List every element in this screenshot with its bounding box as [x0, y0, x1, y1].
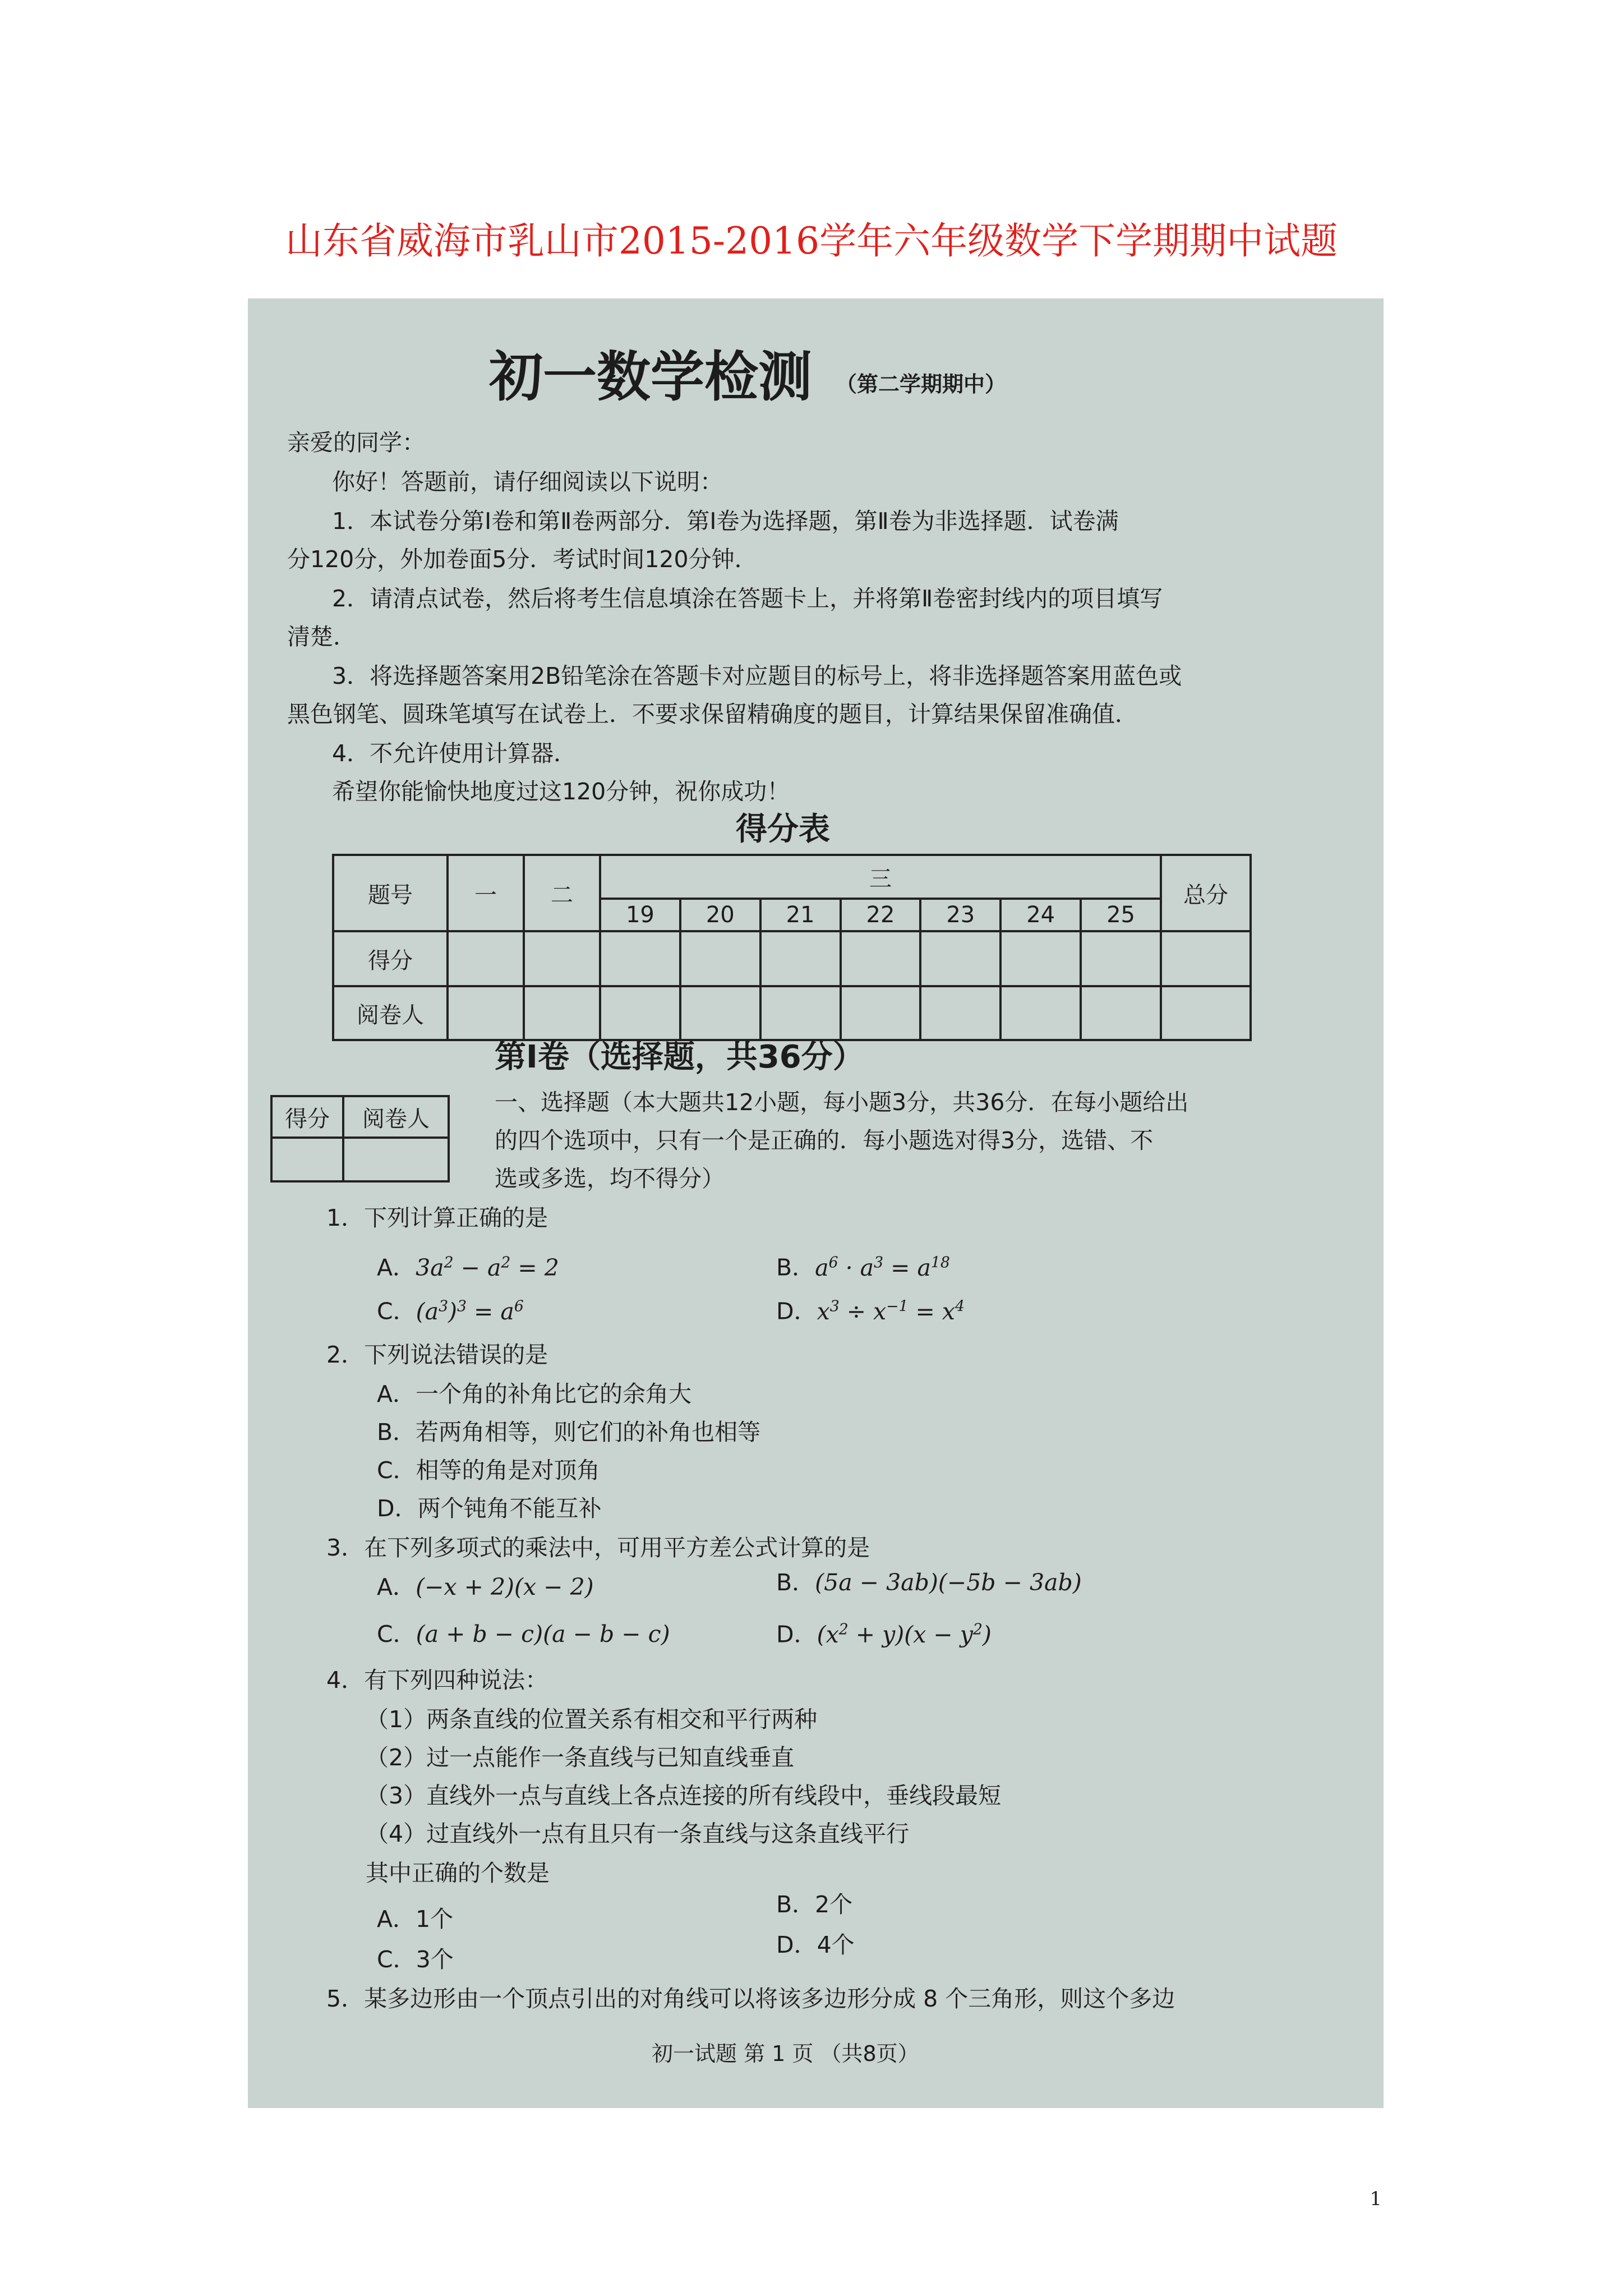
exam-title: 初一数学检测 [489, 346, 812, 408]
greeting: 亲爱的同学： [287, 429, 425, 456]
exam-page-scan [248, 298, 1384, 2108]
q2-option-b: B．若两角相等，则它们的补角也相等 [377, 1419, 761, 1446]
document-title: 山东省威海市乳山市2015-2016学年六年级数学下学期期中试题 [285, 219, 1338, 263]
score-table [332, 854, 1252, 1041]
score-table-subcol: 24 [1000, 899, 1081, 931]
score-table-col-three: 三 [600, 855, 1161, 899]
score-table-col-two: 二 [524, 855, 600, 931]
q1-stem: 1．下列计算正确的是 [326, 1204, 548, 1231]
q3-option-c: C．(a + b − c)(a − b − c) [377, 1621, 670, 1648]
q1-option-d: D．$x^3 \div x^{-1} = x^4$ [776, 1297, 965, 1325]
mini-table-grader: 阅卷人 [343, 1096, 449, 1138]
score-table-subcol: 19 [600, 899, 680, 931]
q3-stem: 3．在下列多项式的乘法中，可用平方差公式计算的是 [326, 1534, 870, 1561]
score-table-col-one: 一 [448, 855, 524, 931]
q4-option-c: C．3个 [377, 1946, 454, 1973]
score-table-subcol: 20 [680, 899, 760, 931]
instruction-line-3: 2．请清点试卷，然后将考生信息填涂在答题卡上，并将第Ⅱ卷密封线内的项目填写 [332, 585, 1163, 612]
q2-stem: 2．下列说法错误的是 [326, 1341, 548, 1368]
instruction-line-2: 分120分，外加卷面5分．考试时间120分钟． [287, 546, 758, 573]
score-table-total: 总分 [1161, 855, 1251, 931]
mini-score-table [270, 1095, 450, 1182]
score-table-row-score: 得分 [333, 931, 448, 986]
wish: 希望你能愉快地度过这120分钟，祝你成功！ [332, 778, 790, 805]
section1-title: 第Ⅰ卷（选择题，共36分） [495, 1039, 864, 1075]
score-table-subcol: 22 [841, 899, 921, 931]
q1-option-c: C．$(a^3)^3 = a^6$ [377, 1297, 524, 1325]
instruction-line-5: 3．将选择题答案用2B铅笔涂在答题卡对应题目的标号上，将非选择题答案用蓝色或 [332, 662, 1182, 689]
q4-stem: 4．有下列四种说法： [326, 1667, 548, 1694]
q2-option-c: C．相等的角是对顶角 [377, 1457, 600, 1484]
q3-option-a: A．(−x + 2)(x − 2) [377, 1573, 594, 1600]
exam-subtitle: （第二学期期中） [836, 372, 1007, 397]
q4-option-d: D．4个 [776, 1931, 855, 1958]
q4-option-a: A．1个 [377, 1906, 454, 1932]
q4-ask: 其中正确的个数是 [366, 1860, 550, 1887]
q5-stem: 5．某多边形由一个顶点引出的对角线可以将该多边形分成 8 个三角形，则这个多边 [326, 1985, 1175, 2012]
q2-option-d: D．两个钝角不能互补 [377, 1495, 602, 1522]
page-footer: 初一试题 第 1 页 （共8页） [652, 2041, 919, 2066]
score-table-subcol: 23 [920, 899, 1000, 931]
section1-intro-line-3: 选或多选，均不得分） [495, 1165, 725, 1192]
instruction-line-6: 黑色钢笔、圆珠笔填写在试卷上．不要求保留精确度的题目，计算结果保留准确值． [287, 701, 1138, 728]
instruction-line-4: 清楚． [287, 623, 356, 650]
q4-item-3: （3）直线外一点与直线上各点连接的所有线段中，垂线段最短 [366, 1782, 1002, 1809]
section1-intro-line-2: 的四个选项中，只有一个是正确的．每小题选对得3分，选错、不 [495, 1127, 1154, 1154]
q3-option-b: B．(5a − 3ab)(−5b − 3ab) [776, 1569, 1082, 1596]
score-table-title: 得分表 [736, 811, 830, 848]
q4-item-1: （1）两条直线的位置关系有相交和平行两种 [366, 1706, 818, 1733]
q2-option-a: A．一个角的补角比它的余角大 [377, 1381, 692, 1407]
score-table-header-label: 题号 [333, 855, 448, 931]
intro: 你好！答题前，请仔细阅读以下说明： [332, 468, 723, 495]
score-table-subcol: 25 [1081, 899, 1161, 931]
q4-option-b: B．2个 [776, 1891, 853, 1918]
q4-item-4: （4）过直线外一点有且只有一条直线与这条直线平行 [366, 1820, 910, 1847]
section1-intro-line-1: 一、选择题（本大题共12小题，每小题3分，共36分．在每小题给出 [495, 1089, 1189, 1116]
mini-table-score: 得分 [271, 1096, 343, 1138]
page-number: 1 [1370, 2188, 1382, 2210]
q3-option-d: D．$(x^2 + y)(x - y^2)$ [776, 1621, 992, 1648]
instruction-line-1: 1．本试卷分第Ⅰ卷和第Ⅱ卷两部分．第Ⅰ卷为选择题，第Ⅱ卷为非选择题．试卷满 [332, 508, 1119, 535]
q1-option-a: A．$3a^2 - a^2 = 2$ [377, 1254, 559, 1281]
instruction-line-7: 4．不允许使用计算器． [332, 740, 577, 767]
score-table-subcol: 21 [760, 899, 841, 931]
q1-option-b: B．$a^6 \cdot a^3 = a^{18}$ [776, 1254, 950, 1281]
score-table-row-grader: 阅卷人 [333, 986, 448, 1040]
q4-item-2: （2）过一点能作一条直线与已知直线垂直 [366, 1744, 795, 1771]
